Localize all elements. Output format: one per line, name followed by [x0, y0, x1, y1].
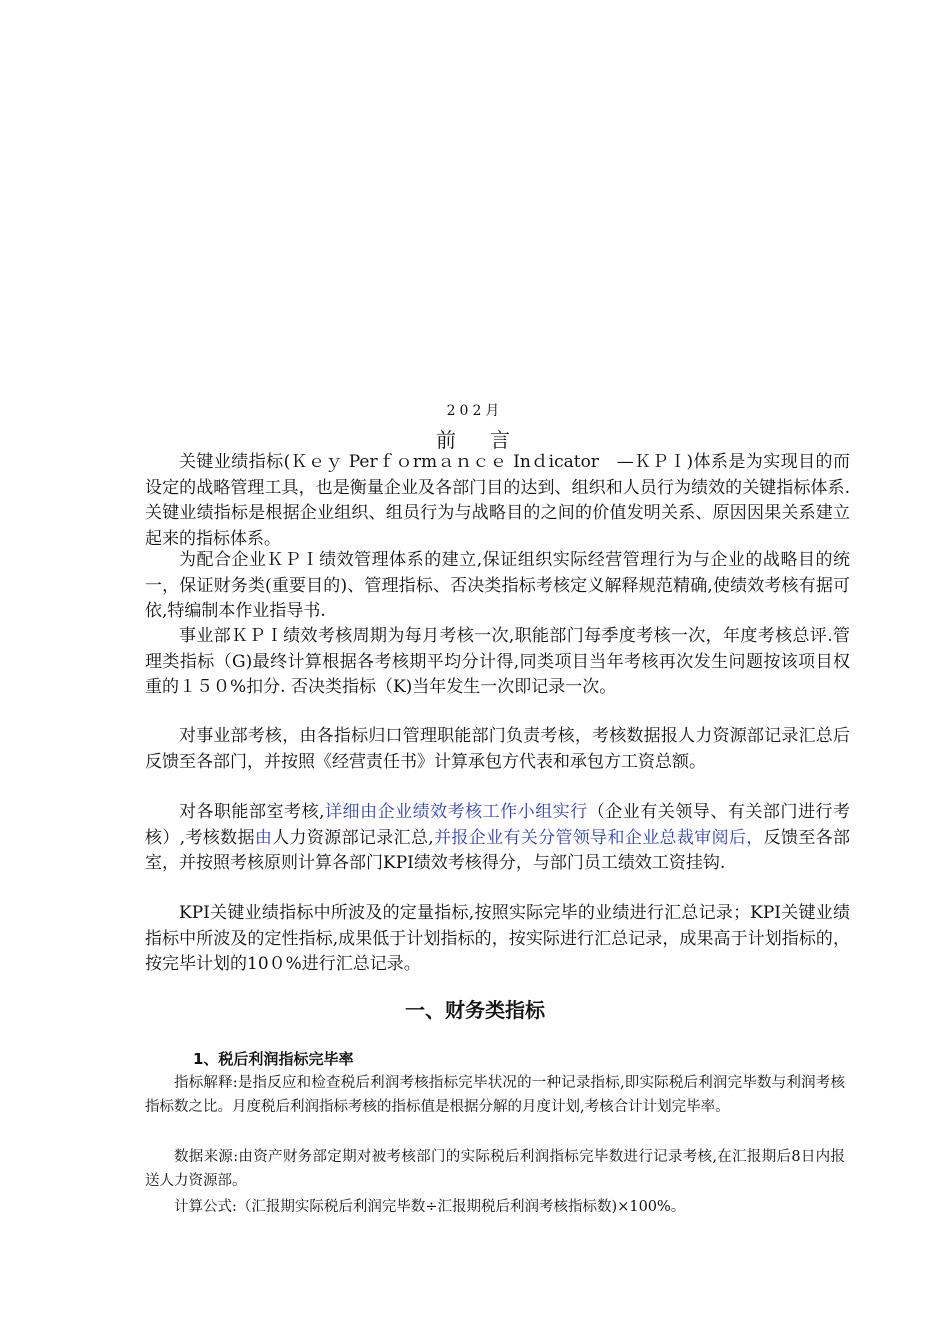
paragraph-text: KPI关键业绩指标中所波及的定量指标,按照实际完毕的业绩进行汇总记录；KPI关键业绩指标中所波及的定性指标,成果低于计划指标的，按实际进行汇总记录，成果高于计划指标的，按完毕计划的10０%进行汇总记录。 — [145, 903, 850, 974]
indicator-explanation — [145, 1071, 845, 1119]
sub-heading: 1、税后利润指标完毕率 — [193, 1050, 354, 1068]
paragraph-text: 对事业部考核，由各指标归口管理职能部门负责考核，考核数据报人力资源部记录汇总后反馈至各部门，并按照《经营责任书》计算承包方代表和承包方工资总额。 — [145, 726, 850, 772]
preface-paragraph-6 — [145, 901, 850, 978]
paragraph-text: 数据来源:由资产财务部定期对被考核部门的实际税后利润指标完毕数进行记录考核,在汇报期后8日内报送人力资源部。 — [145, 1149, 845, 1189]
indicator-data-source — [145, 1145, 845, 1193]
paragraph-segment: 人力资源部记录汇总, — [272, 827, 434, 848]
paragraph-text: 为配合企业ＫＰＩ绩效管理体系的建立,保证组织实际经营管理行为与企业的战略目的统一，保证财务类(重要目的)、管理指标、否决类指标考核定义解释规范精确,使绩效考核有据可依,特编制本作业指导书. — [145, 550, 850, 621]
document-date: 202月 — [446, 403, 504, 419]
indicator-formula — [145, 1195, 845, 1219]
section-heading: 一、财务类指标 — [405, 998, 545, 1022]
preface-paragraph-3 — [145, 624, 850, 701]
paragraph-text: 计算公式:（汇报期实际税后利润完毕数÷汇报期税后利润考核指标数)×100%。 — [174, 1199, 686, 1215]
paragraph-text: 事业部ＫＰＩ绩效考核周期为每月考核一次,职能部门每季度考核一次，年度考核总评.管理类指标（G)最终计算根据各考核期平均分计得,同类项目当年考核再次发生问题按该项目权重的１５０%扣分. 否决类指标（K)当年发生一次即记录一次。 — [145, 626, 850, 697]
preface-paragraph-4 — [145, 724, 850, 775]
paragraph-segment: 反馈至各部室，并按照考核原则计算各部门KPI绩效考核得分，与部门员工绩效工资挂钩. — [145, 827, 851, 873]
highlighted-segment: 并报企业有关分管领导和企业总裁审阅后， — [433, 827, 764, 848]
preface-title: 前言 — [436, 428, 544, 452]
preface-paragraph-1 — [145, 450, 850, 552]
paragraph-text: 指标解释:是指反应和检查税后利润考核指标完毕状况的一种记录指标,即实际税后利润完毕数与利润考核指标数之比。月度税后利润指标考核的指标值是根据分解的月度计划,考核合计计划完毕率。 — [145, 1075, 845, 1115]
paragraph-segment: （企业有关领导、有关部门进行考核）,考核数据 — [145, 802, 850, 848]
preface-paragraph-2 — [145, 548, 850, 625]
highlighted-segment: 由 — [254, 827, 273, 848]
paragraph-text — [145, 800, 850, 877]
paragraph-text: 关键业绩指标(Ｋｅｙ Perｆｏrmａｎｃｅ Inｄicator —ＫＰＩ)体系是为实现目的而设定的战略管理工具，也是衡量企业及各部门目的达到、组织和人员行为绩效的关键指标体系.关键业绩指标是根据企业组织、组员行为与战略目的之间的价值发明关系、原因因果关系建立起来的指标体系。 — [145, 452, 850, 549]
paragraph-segment: 对各职能部室考核, — [179, 802, 325, 822]
highlighted-segment: 详细由企业绩效考核工作小组实行 — [324, 802, 588, 822]
preface-paragraph-5 — [145, 800, 850, 877]
